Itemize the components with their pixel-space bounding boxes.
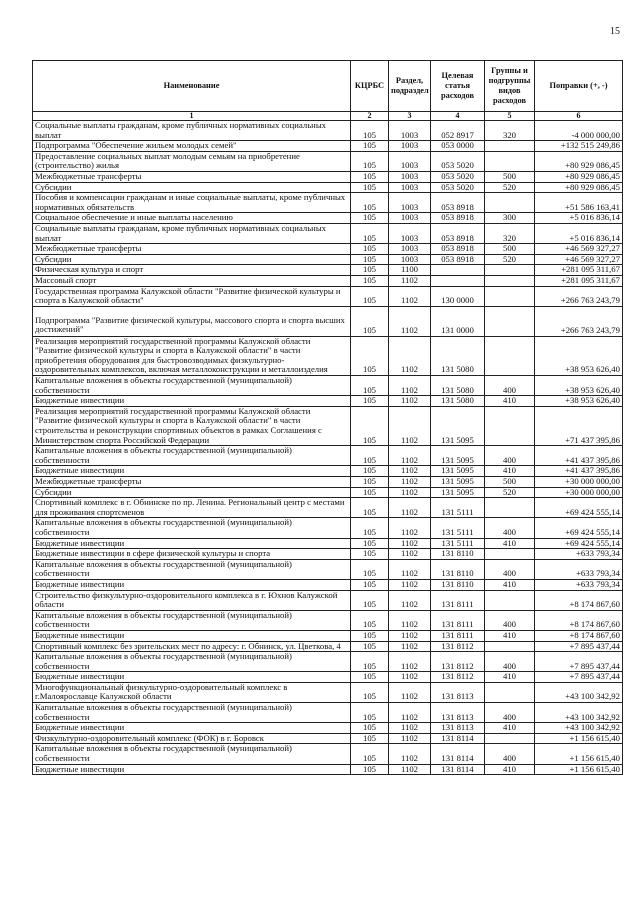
row-section: 1102 [389,406,431,445]
row-amount: +43 100 342,92 [535,682,623,702]
row-name: Массовый спорт [33,275,351,286]
row-group: 400 [485,518,535,538]
row-amount: +46 569 327,27 [535,254,623,265]
row-amount: +41 437 395,86 [535,446,623,466]
row-section: 1102 [389,477,431,488]
row-amount: +38 953 626,40 [535,376,623,396]
table-row [33,579,623,590]
row-amount: +41 437 395,86 [535,466,623,477]
table-row [33,213,623,224]
table-row [33,151,623,171]
row-kvsr: 105 [351,682,389,702]
row-section: 1102 [389,682,431,702]
table-row [33,254,623,265]
row-name: Реализация мероприятий государственной программы Калужской области "Развитие физической культуры и спорта в Калужской области" в части приобретения оборудования для быстровозводимых физкультурно-оздоровительных комплексов, включая металлоконструкции и металлоизделия [33,336,351,375]
row-name: Физкультурно-оздоровительный комплекс (ФОК) в г. Боровск [33,733,351,744]
row-section: 1102 [389,498,431,518]
table-row [33,446,623,466]
row-section: 1102 [389,275,431,286]
table-row [33,193,623,213]
row-group: 400 [485,610,535,630]
row-item [431,265,485,276]
row-group: 400 [485,744,535,764]
row-group: 400 [485,703,535,723]
column-number: 1 [33,112,351,121]
row-kvsr: 105 [351,213,389,224]
row-kvsr: 105 [351,590,389,610]
row-group: 410 [485,723,535,734]
row-amount: +69 424 555,14 [535,498,623,518]
row-amount: +7 895 437,44 [535,652,623,672]
table-row [33,376,623,396]
row-amount: +8 174 867,60 [535,590,623,610]
row-section: 1102 [389,286,431,306]
table-row [33,121,623,141]
row-kvsr: 105 [351,406,389,445]
row-kvsr: 105 [351,579,389,590]
row-section: 1100 [389,265,431,276]
table-row [33,538,623,549]
row-item: 053 8918 [431,223,485,243]
row-section: 1102 [389,487,431,498]
row-kvsr: 105 [351,672,389,683]
row-kvsr: 105 [351,182,389,193]
row-kvsr: 105 [351,538,389,549]
table-body [33,121,623,775]
page-number: 15 [610,26,620,37]
row-item: 131 5111 [431,518,485,538]
row-amount: +633 793,34 [535,549,623,560]
row-group: 320 [485,223,535,243]
row-kvsr: 105 [351,306,389,336]
row-group: 410 [485,764,535,775]
row-group [485,641,535,652]
row-amount: +69 424 555,14 [535,518,623,538]
row-group [485,733,535,744]
row-section: 1003 [389,141,431,152]
budget-table [32,60,623,775]
row-section: 1102 [389,538,431,549]
row-name: Капитальные вложения в объекты государственной (муниципальной) собственности [33,652,351,672]
table-row [33,518,623,538]
row-section: 1003 [389,171,431,182]
row-name: Субсидии [33,487,351,498]
row-name: Бюджетные инвестиции в сфере физической культуры и спорта [33,549,351,560]
row-section: 1102 [389,559,431,579]
row-item: 131 5111 [431,498,485,518]
table-row [33,275,623,286]
row-section: 1102 [389,641,431,652]
row-name: Социальные выплаты гражданам, кроме публичных нормативных социальных выплат [33,223,351,243]
row-kvsr: 105 [351,141,389,152]
row-section: 1102 [389,630,431,641]
header-section: Раздел, подраздел [389,61,431,112]
table-row [33,406,623,445]
table-row [33,477,623,488]
table-row [33,610,623,630]
row-group: 520 [485,182,535,193]
row-name: Бюджетные инвестиции [33,396,351,407]
table-row [33,466,623,477]
row-item: 053 5020 [431,171,485,182]
row-item: 131 8113 [431,723,485,734]
row-item: 131 8111 [431,610,485,630]
row-item: 131 8110 [431,559,485,579]
row-amount: +132 515 249,86 [535,141,623,152]
row-item: 053 0000 [431,141,485,152]
row-section: 1003 [389,254,431,265]
row-group [485,549,535,560]
row-group: 410 [485,538,535,549]
row-amount: +633 793,34 [535,559,623,579]
row-section: 1102 [389,396,431,407]
row-group [485,141,535,152]
table-row [33,559,623,579]
row-section: 1102 [389,549,431,560]
row-kvsr: 105 [351,151,389,171]
row-item: 131 5095 [431,406,485,445]
row-item: 131 5080 [431,376,485,396]
table-row [33,723,623,734]
row-amount: +266 763 243,79 [535,306,623,336]
row-item: 131 8111 [431,590,485,610]
row-group: 400 [485,376,535,396]
table-row [33,396,623,407]
row-amount: +71 437 395,86 [535,406,623,445]
row-section: 1102 [389,764,431,775]
row-name: Социальные выплаты гражданам, кроме публичных нормативных социальных выплат [33,121,351,141]
row-section: 1102 [389,306,431,336]
header-kvsr: КЦРБС [351,61,389,112]
row-name: Бюджетные инвестиции [33,579,351,590]
row-name: Спортивный комплекс без зрительских мест по адресу: г. Обнинск, ул. Цветкова, 4 [33,641,351,652]
table-row [33,764,623,775]
row-kvsr: 105 [351,446,389,466]
row-section: 1102 [389,733,431,744]
row-section: 1102 [389,672,431,683]
row-amount: +7 895 437,44 [535,641,623,652]
row-item: 131 8114 [431,744,485,764]
row-kvsr: 105 [351,703,389,723]
row-name: Спортивный комплекс в г. Обнинске по пр. Ленина. Региональный центр с местами для проживания спортсменов [33,498,351,518]
row-group: 410 [485,672,535,683]
row-name: Капитальные вложения в объекты государственной (муниципальной) собственности [33,518,351,538]
row-group [485,306,535,336]
row-item: 131 8112 [431,641,485,652]
row-kvsr: 105 [351,265,389,276]
table-row [33,336,623,375]
row-kvsr: 105 [351,477,389,488]
row-kvsr: 105 [351,641,389,652]
row-group: 410 [485,579,535,590]
row-item: 131 8110 [431,549,485,560]
row-group: 500 [485,171,535,182]
row-kvsr: 105 [351,336,389,375]
row-group [485,286,535,306]
row-kvsr: 105 [351,376,389,396]
header-amendments: Поправки (+, -) [535,61,623,112]
row-group: 520 [485,487,535,498]
row-name: Подпрограмма "Обеспечение жильем молодых семей" [33,141,351,152]
row-item: 131 8112 [431,672,485,683]
table-row [33,182,623,193]
row-section: 1003 [389,223,431,243]
row-name: Капитальные вложения в объекты государственной (муниципальной) собственности [33,610,351,630]
row-amount: +69 424 555,14 [535,538,623,549]
row-amount: +38 953 626,40 [535,396,623,407]
row-amount: +281 095 311,67 [535,275,623,286]
row-kvsr: 105 [351,487,389,498]
row-group [485,682,535,702]
row-name: Предоставление социальных выплат молодым семьям на приобретение (строительство) жилья [33,151,351,171]
row-group: 410 [485,466,535,477]
row-kvsr: 105 [351,518,389,538]
row-amount: +7 895 437,44 [535,672,623,683]
row-amount: +30 000 000,00 [535,487,623,498]
row-group [485,406,535,445]
table-row [33,141,623,152]
row-item: 131 5095 [431,487,485,498]
row-item: 131 5080 [431,396,485,407]
row-name: Межбюджетные трансферты [33,477,351,488]
row-section: 1102 [389,376,431,396]
row-amount: +51 586 163,41 [535,193,623,213]
row-kvsr: 105 [351,466,389,477]
table-row [33,703,623,723]
row-kvsr: 105 [351,549,389,560]
row-amount: +281 095 311,67 [535,265,623,276]
row-section: 1003 [389,151,431,171]
row-amount: +1 156 615,40 [535,744,623,764]
row-kvsr: 105 [351,610,389,630]
row-group: 500 [485,244,535,255]
row-amount: +1 156 615,40 [535,733,623,744]
row-item: 131 5080 [431,336,485,375]
header-name: Наименование [33,61,351,112]
row-section: 1003 [389,213,431,224]
row-kvsr: 105 [351,254,389,265]
row-group [485,275,535,286]
row-amount: +80 929 086,45 [535,151,623,171]
row-section: 1003 [389,182,431,193]
row-amount: +43 100 342,92 [535,723,623,734]
row-name: Субсидии [33,254,351,265]
column-number: 4 [431,112,485,121]
row-amount: +1 156 615,40 [535,764,623,775]
row-name: Государственная программа Калужской области "Развитие физической культуры и спорта в Калужской области" [33,286,351,306]
row-item: 131 8113 [431,682,485,702]
row-item: 131 8112 [431,652,485,672]
row-item: 131 0000 [431,306,485,336]
row-name: Бюджетные инвестиции [33,466,351,477]
row-section: 1102 [389,518,431,538]
row-kvsr: 105 [351,723,389,734]
row-name: Подпрограмма "Развитие физической культуры, массового спорта и спорта высших достижений" [33,306,351,336]
row-item: 131 8114 [431,764,485,775]
row-name: Межбюджетные трансферты [33,171,351,182]
row-group: 300 [485,213,535,224]
row-name: Пособия и компенсации гражданам и иные социальные выплаты, кроме публичных нормативных обязательств [33,193,351,213]
row-name: Социальное обеспечение и иные выплаты населению [33,213,351,224]
row-section: 1102 [389,590,431,610]
row-amount: -4 000 000,00 [535,121,623,141]
row-group: 410 [485,630,535,641]
table-row [33,498,623,518]
row-group: 520 [485,254,535,265]
row-kvsr: 105 [351,396,389,407]
row-item [431,275,485,286]
row-amount: +43 100 342,92 [535,703,623,723]
row-group: 320 [485,121,535,141]
row-item: 131 8114 [431,733,485,744]
row-name: Капитальные вложения в объекты государственной (муниципальной) собственности [33,376,351,396]
table-row [33,549,623,560]
row-item: 053 8918 [431,254,485,265]
row-section: 1102 [389,744,431,764]
table-row [33,306,623,336]
row-section: 1102 [389,723,431,734]
row-item: 130 0000 [431,286,485,306]
row-group [485,498,535,518]
row-name: Капитальные вложения в объекты государственной (муниципальной) собственности [33,559,351,579]
row-item: 053 8918 [431,213,485,224]
row-group: 500 [485,477,535,488]
row-name: Капитальные вложения в объекты государственной (муниципальной) собственности [33,744,351,764]
row-amount: +8 174 867,60 [535,610,623,630]
row-name: Реализация мероприятий государственной программы Калужской области "Развитие физической культуры и спорта в Калужской области" в части строительства и реконструкции спортивных объектов в рамках Соглашения с Министерством спорта Российской Федерации [33,406,351,445]
table-row [33,744,623,764]
row-item: 131 8113 [431,703,485,723]
row-name: Капитальные вложения в объекты государственной (муниципальной) собственности [33,703,351,723]
row-section: 1102 [389,703,431,723]
row-kvsr: 105 [351,733,389,744]
row-item: 131 5095 [431,446,485,466]
header-row [33,61,623,112]
row-group: 410 [485,396,535,407]
row-kvsr: 105 [351,193,389,213]
row-kvsr: 105 [351,171,389,182]
row-name: Бюджетные инвестиции [33,672,351,683]
table-row [33,672,623,683]
table-row [33,223,623,243]
table-row [33,590,623,610]
row-name: Бюджетные инвестиции [33,723,351,734]
table-row [33,286,623,306]
row-group [485,590,535,610]
row-item: 053 8918 [431,193,485,213]
row-section: 1102 [389,336,431,375]
row-amount: +80 929 086,45 [535,182,623,193]
row-item: 053 5020 [431,151,485,171]
row-name: Бюджетные инвестиции [33,764,351,775]
row-section: 1003 [389,244,431,255]
row-name: Капитальные вложения в объекты государственной (муниципальной) собственности [33,446,351,466]
row-item: 131 8111 [431,630,485,641]
row-name: Бюджетные инвестиции [33,630,351,641]
row-amount: +30 000 000,00 [535,477,623,488]
row-kvsr: 105 [351,630,389,641]
column-number: 6 [535,112,623,121]
row-name: Физическая культура и спорт [33,265,351,276]
row-name: Субсидии [33,182,351,193]
table-row [33,171,623,182]
row-amount: +633 793,34 [535,579,623,590]
column-number: 2 [351,112,389,121]
table-row [33,641,623,652]
row-kvsr: 105 [351,764,389,775]
row-name: Бюджетные инвестиции [33,538,351,549]
row-amount: +266 763 243,79 [535,286,623,306]
row-amount: +80 929 086,45 [535,171,623,182]
row-kvsr: 105 [351,498,389,518]
row-kvsr: 105 [351,286,389,306]
row-section: 1102 [389,610,431,630]
row-item: 053 5020 [431,182,485,193]
header-groups: Группы и подгруппы видов расходов [485,61,535,112]
row-kvsr: 105 [351,559,389,579]
row-item: 052 8917 [431,121,485,141]
row-item: 131 5095 [431,477,485,488]
row-group [485,193,535,213]
row-item: 131 8110 [431,579,485,590]
row-item: 131 5095 [431,466,485,477]
row-section: 1003 [389,121,431,141]
table-row [33,244,623,255]
row-amount: +46 569 327,27 [535,244,623,255]
header-item: Целевая статья расходов [431,61,485,112]
row-kvsr: 105 [351,244,389,255]
row-item: 053 8918 [431,244,485,255]
row-group: 400 [485,446,535,466]
row-amount: +5 016 836,14 [535,213,623,224]
table-row [33,733,623,744]
row-section: 1102 [389,446,431,466]
row-name: Строительство физкультурно-оздоровительного комплекса в г. Юхнов Калужской области [33,590,351,610]
row-kvsr: 105 [351,223,389,243]
row-name: Межбюджетные трансферты [33,244,351,255]
row-section: 1003 [389,193,431,213]
table-row [33,652,623,672]
row-section: 1102 [389,652,431,672]
row-section: 1102 [389,466,431,477]
row-group [485,336,535,375]
row-group: 400 [485,652,535,672]
row-amount: +38 953 626,40 [535,336,623,375]
row-section: 1102 [389,579,431,590]
row-kvsr: 105 [351,744,389,764]
row-amount: +5 016 836,14 [535,223,623,243]
row-group [485,265,535,276]
column-number: 5 [485,112,535,121]
table-row [33,630,623,641]
column-number: 3 [389,112,431,121]
row-name: Многофункциональный физкультурно-оздоровительный комплекс в г.Малоярославце Калужской области [33,682,351,702]
row-kvsr: 105 [351,652,389,672]
table-row [33,265,623,276]
row-kvsr: 105 [351,275,389,286]
table-row [33,487,623,498]
row-item: 131 5111 [431,538,485,549]
row-group: 400 [485,559,535,579]
row-kvsr: 105 [351,121,389,141]
row-group [485,151,535,171]
table-row [33,682,623,702]
row-amount: +8 174 867,60 [535,630,623,641]
